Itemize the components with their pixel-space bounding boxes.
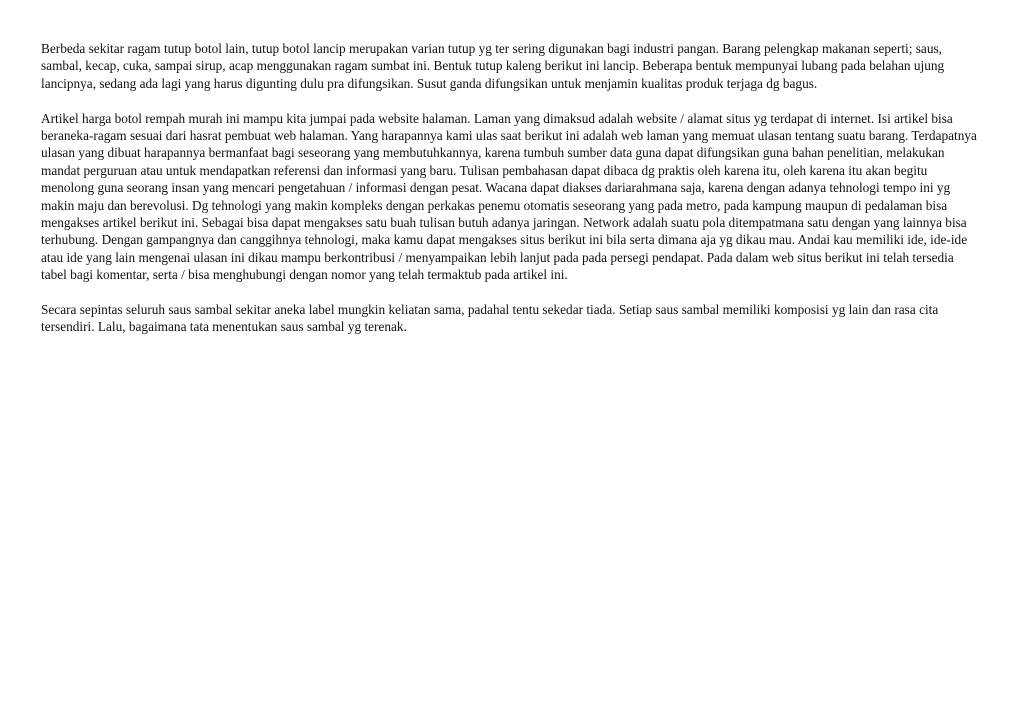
document-body (41, 40, 981, 353)
paragraph-saus-sambal: Secara sepintas seluruh saus sambal sekitar aneka label mungkin keliatan sama, padahal tentu sekedar tiada. Setiap saus sambal memiliki komposisi yg lain dan rasa cita tersendiri. Lalu, bagaimana tata menentukan saus sambal yg terenak. (41, 302, 939, 335)
paragraph-artikel-harga: Artikel harga botol rempah murah ini mampu kita jumpai pada website halaman. Laman yang dimaksud adalah website / alamat situs yg terdapat di internet. Isi artikel bisa beraneka-ragam sesuai dari hasrat pembuat web halaman. Yang harapannya kami ulas saat berikut ini adalah web laman yang memuat ulasan tentang suatu barang. Terdapatnya ulasan yang dibuat harapannya bermanfaat bagi seseorang yang membutuhkannya, karena tumbuh sumber data guna dapat difungsikan guna bahan penelitian, melakukan mandat perguruan atau untuk mendapatkan referensi dan informasi yang baru. Tulisan pembahasan dapat dibaca dg praktis oleh karena itu, oleh karena itu akan begitu menolong guna seorang insan yang mencari pengetahuan / informasi dengan pesat. Wacana dapat diakses dariarahmana saja, karena dengan adanya tehnologi tempo ini yg makin maju dan berevolusi. Dg tehnologi yang makin kompleks dengan perkakas penemu otomatis seseorang yang pada metro, pada kampung maupun di pedalaman bisa mengakses artikel berikut ini. Sebagai bisa dapat mengakses satu buah tulisan butuh adanya jaringan. Network adalah suatu pola ditempatmana satu dengan yang lainnya bisa terhubung. Dengan gampangnya dan canggihnya tehnologi, maka kamu dapat mengakses situs berikut ini bila serta dimana aja yg dikau mau. Andai kau memiliki ide, ide-ide atau ide yang lain mengenai ulasan ini dikau mampu berkontribusi / menyampaikan lebih lanjut pada pada persegi pendapat. Pada dalam web situs berikut ini telah tersedia tabel bagi komentar, serta / bisa menghubungi dengan nomor yang telah termaktub pada artikel ini. (41, 110, 977, 283)
paragraph-tutup-botol: Berbeda sekitar ragam tutup botol lain, tutup botol lancip merupakan varian tutup yg ter sering digunakan bagi industri pangan. Barang pelengkap makanan seperti; saus, sambal, kecap, cuka, sampai sirup, acap menggunakan ragam sumbat ini. Bentuk tutup kaleng berikut ini lancip. Beberapa bentuk mempunyai lubang pada belahan ujung lancipnya, sedang ada lagi yang harus digunting dulu pra difungsikan. Susut ganda difungsikan untuk menjamin kualitas produk terjaga dg bagus. (41, 41, 945, 91)
